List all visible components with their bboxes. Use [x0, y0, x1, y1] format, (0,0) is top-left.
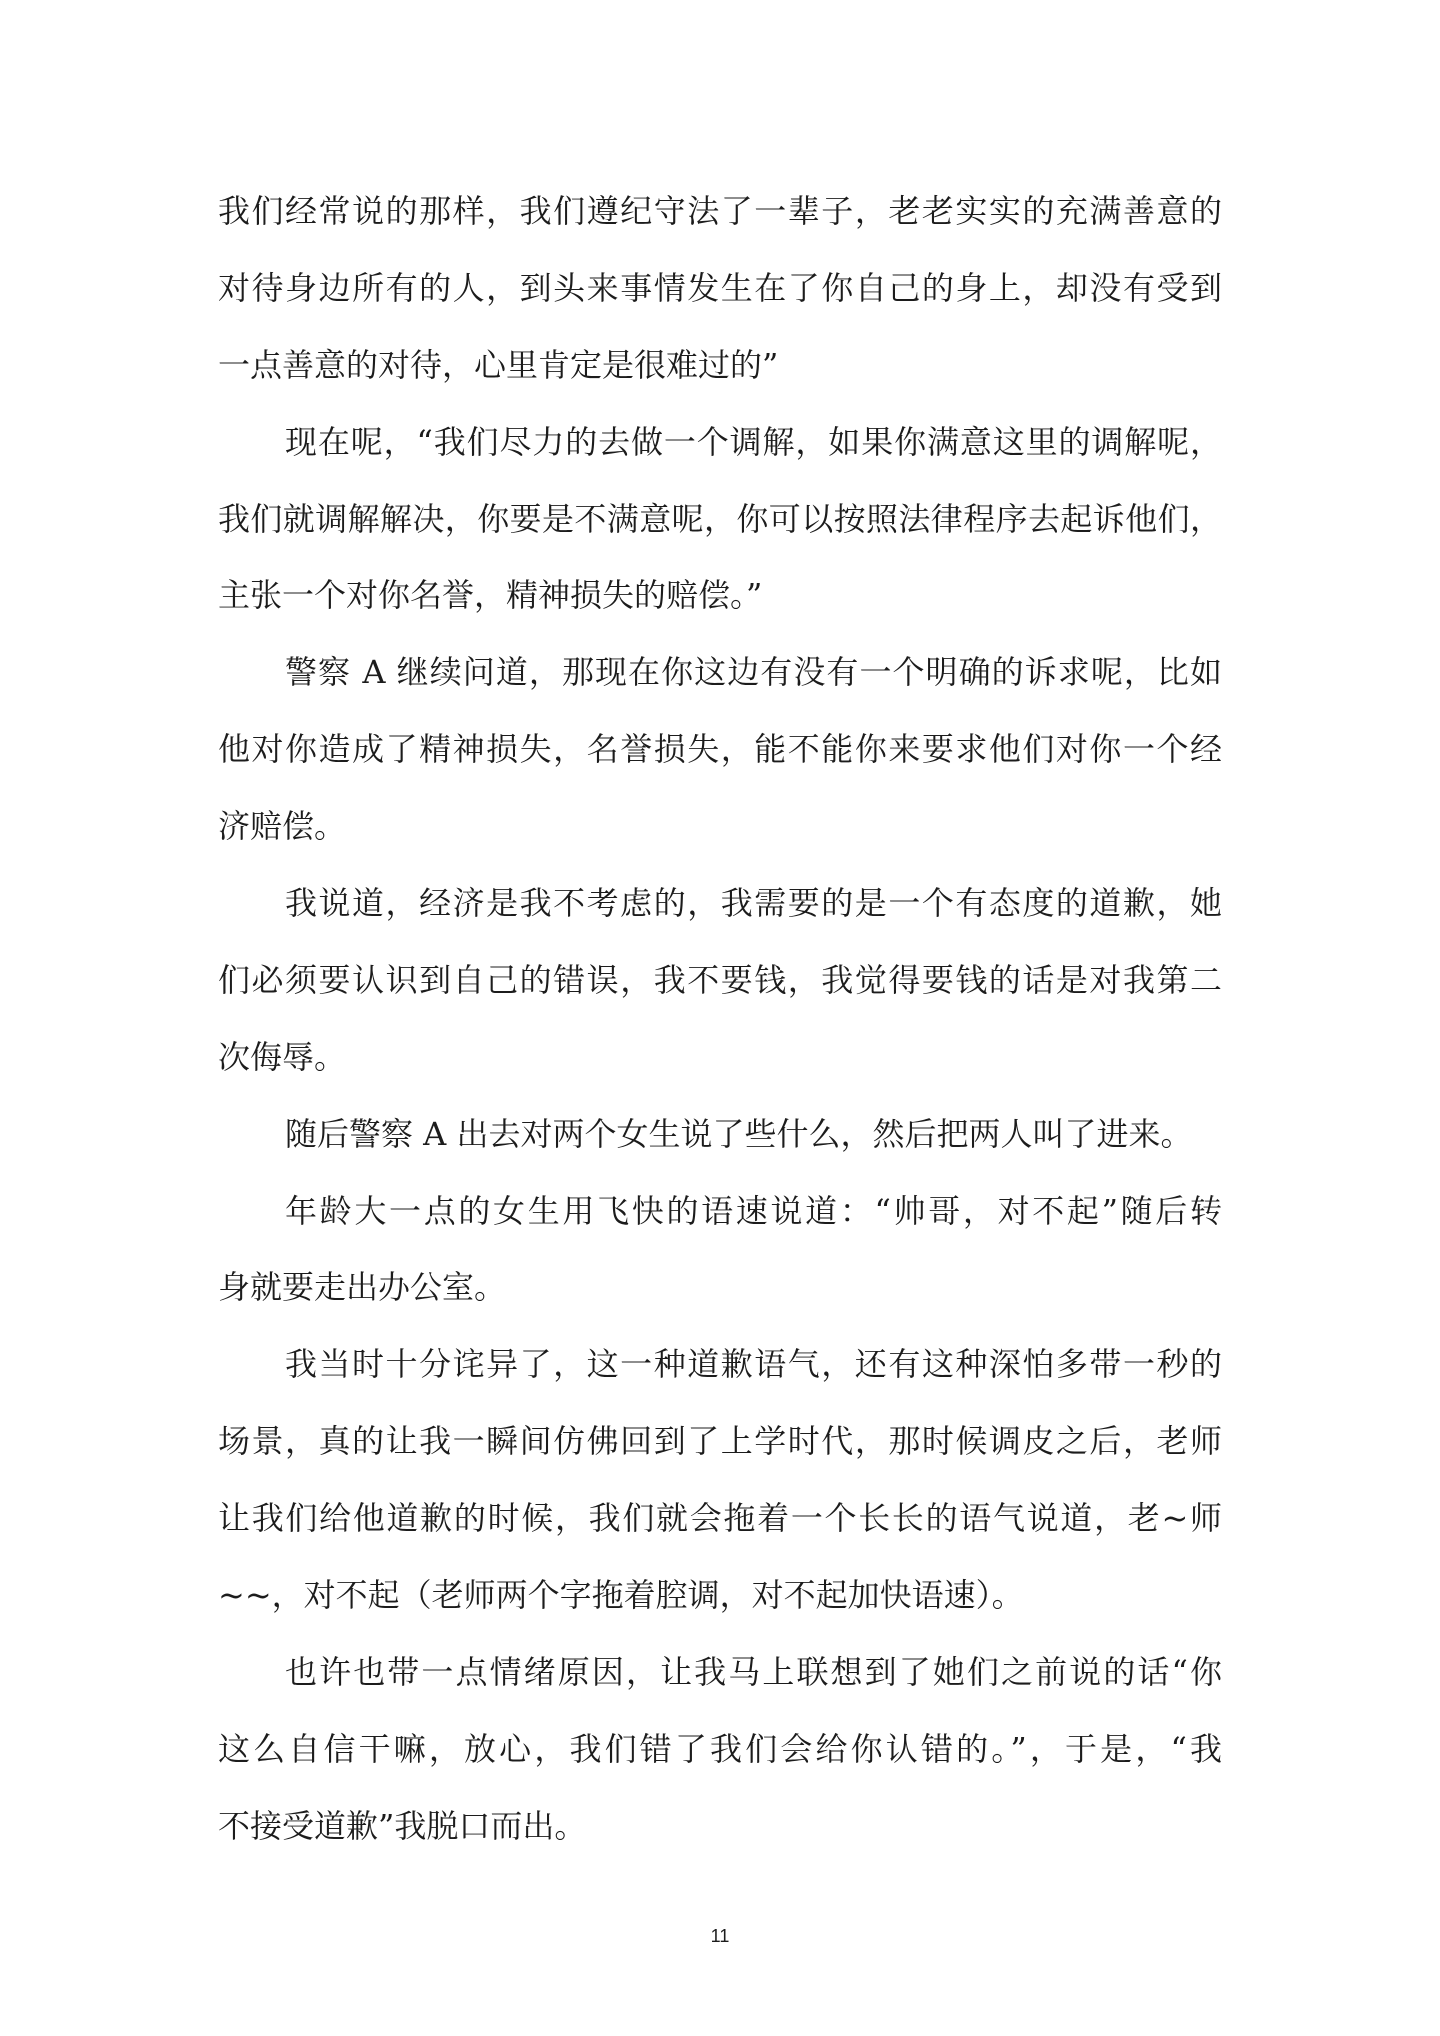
text-line: 这么自信干嘛，放心，我们错了我们会给你认错的。”，于是，“我	[218, 1729, 1222, 1768]
text-line: 他对你造成了精神损失，名誉损失，能不能你来要求他们对你一个经	[218, 730, 1222, 769]
text-line: 现在呢，“我们尽力的去做一个调解，如果你满意这里的调解呢，	[285, 422, 1222, 461]
text-line: 们必须要认识到自己的错误，我不要钱，我觉得要钱的话是对我第二	[218, 960, 1222, 999]
text-line: 随后警察 A 出去对两个女生说了些什么，然后把两人叫了进来。	[285, 1114, 1193, 1153]
text-line: 警察 A 继续问道，那现在你这边有没有一个明确的诉求呢，比如	[285, 653, 1222, 692]
text-line: 我们经常说的那样，我们遵纪守法了一辈子，老老实实的充满善意的	[218, 192, 1222, 230]
text-line: 场景，真的让我一瞬间仿佛回到了上学时代，那时候调皮之后，老师	[218, 1422, 1222, 1461]
paragraph	[218, 865, 1222, 1096]
text-line: 次侮辱。	[218, 1037, 347, 1076]
text-line: 也许也带一点情绪原因，让我马上联想到了她们之前说的话“你	[285, 1652, 1222, 1691]
paragraph	[218, 404, 1222, 635]
paragraph	[218, 1326, 1222, 1634]
paragraph	[218, 1634, 1222, 1865]
text-line: ~~，对不起（老师两个字拖着腔调，对不起加快语速）。	[218, 1576, 1024, 1615]
paragraph	[218, 634, 1222, 865]
text-line: 不接受道歉”我脱口而出。	[218, 1806, 587, 1845]
text-line: 让我们给他道歉的时候，我们就会拖着一个长长的语气说道，老~师	[218, 1499, 1222, 1538]
page-number: 11	[710, 1926, 730, 1946]
text-line: 年龄大一点的女生用飞快的语速说道：“帅哥，对不起”随后转	[285, 1191, 1222, 1230]
paragraph	[218, 173, 1222, 404]
paragraph	[218, 1173, 1222, 1327]
text-line: 身就要走出办公室。	[218, 1268, 507, 1307]
text-line: 对待身边所有的人，到头来事情发生在了你自己的身上，却没有受到	[218, 268, 1222, 307]
text-line: 我说道，经济是我不考虑的，我需要的是一个有态度的道歉，她	[285, 884, 1222, 923]
text-line: 一点善意的对待，心里肯定是很难过的”	[218, 345, 779, 384]
paragraph	[218, 1096, 1222, 1173]
body-text	[218, 173, 1222, 1865]
text-line: 我当时十分诧异了，这一种道歉语气，还有这种深怕多带一秒的	[285, 1345, 1222, 1384]
text-line: 我们就调解解决，你要是不满意呢，你可以按照法律程序去起诉他们，	[218, 499, 1222, 538]
text-line: 济赔偿。	[218, 807, 347, 846]
text-line: 主张一个对你名誉，精神损失的赔偿。”	[218, 576, 763, 615]
